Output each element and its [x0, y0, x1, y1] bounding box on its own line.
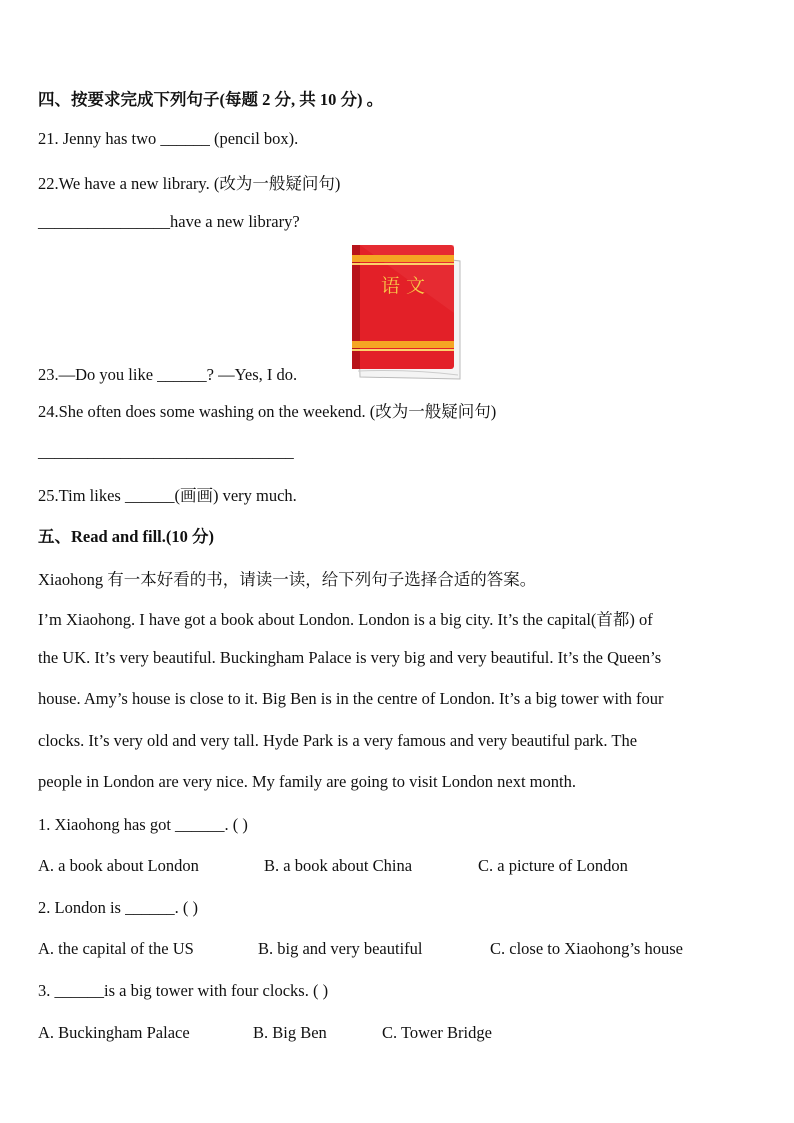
question-24-answer-line: _______________________________	[38, 442, 294, 461]
question-22: 22.We have a new library. (改为一般疑问句)	[38, 174, 341, 193]
reading-question-3: 3. ______is a big tower with four clocks. ( )	[38, 981, 329, 1000]
passage-line: the UK. It’s very beautiful. Buckingham Palace is very big and very beautiful. It’s the Queen’s	[38, 648, 662, 667]
option-1c: C. a picture of London	[478, 856, 628, 875]
chinese-textbook-illustration	[350, 243, 465, 381]
passage-line: house. Amy’s house is close to it. Big Ben is in the centre of London. It’s a big tower with four	[38, 689, 664, 708]
question-24: 24.She often does some washing on the weekend. (改为一般疑问句)	[38, 402, 497, 421]
book-label: 语 文	[380, 275, 426, 297]
passage-line: I’m Xiaohong. I have got a book about London. London is a big city. It’s the capital(首都) of	[38, 610, 653, 629]
option-3a: A. Buckingham Palace	[38, 1023, 190, 1042]
question-21: 21. Jenny has two ______ (pencil box).	[38, 129, 299, 148]
question-23: 23.—Do you like ______? —Yes, I do.	[38, 365, 298, 384]
option-3c: C. Tower Bridge	[382, 1023, 492, 1042]
option-3b: B. Big Ben	[253, 1023, 327, 1042]
option-2c: C. close to Xiaohong’s house	[490, 939, 683, 958]
option-1b: B. a book about China	[264, 856, 413, 875]
passage-line: clocks. It’s very old and very tall. Hyde Park is a very famous and very beautiful park. The	[38, 731, 638, 750]
reading-question-2: 2. London is ______. ( )	[38, 898, 198, 917]
question-22-answer-line: ________________have a new library?	[38, 212, 300, 231]
option-2b: B. big and very beautiful	[258, 939, 423, 958]
reading-question-1: 1. Xiaohong has got ______. ( )	[38, 815, 248, 834]
section-4-heading: 四、按要求完成下列句子(每题 2 分, 共 10 分) 。	[38, 90, 384, 109]
question-25: 25.Tim likes ______(画画) very much.	[38, 486, 297, 505]
option-2a: A. the capital of the US	[38, 939, 194, 958]
section-5-heading: 五、Read and fill.(10 分)	[38, 527, 215, 546]
passage-line: people in London are very nice. My family are going to visit London next month.	[38, 772, 576, 791]
reading-instruction: Xiaohong 有一本好看的书，请读一读，给下列句子选择合适的答案。	[38, 570, 537, 589]
option-1a: A. a book about London	[38, 856, 199, 875]
